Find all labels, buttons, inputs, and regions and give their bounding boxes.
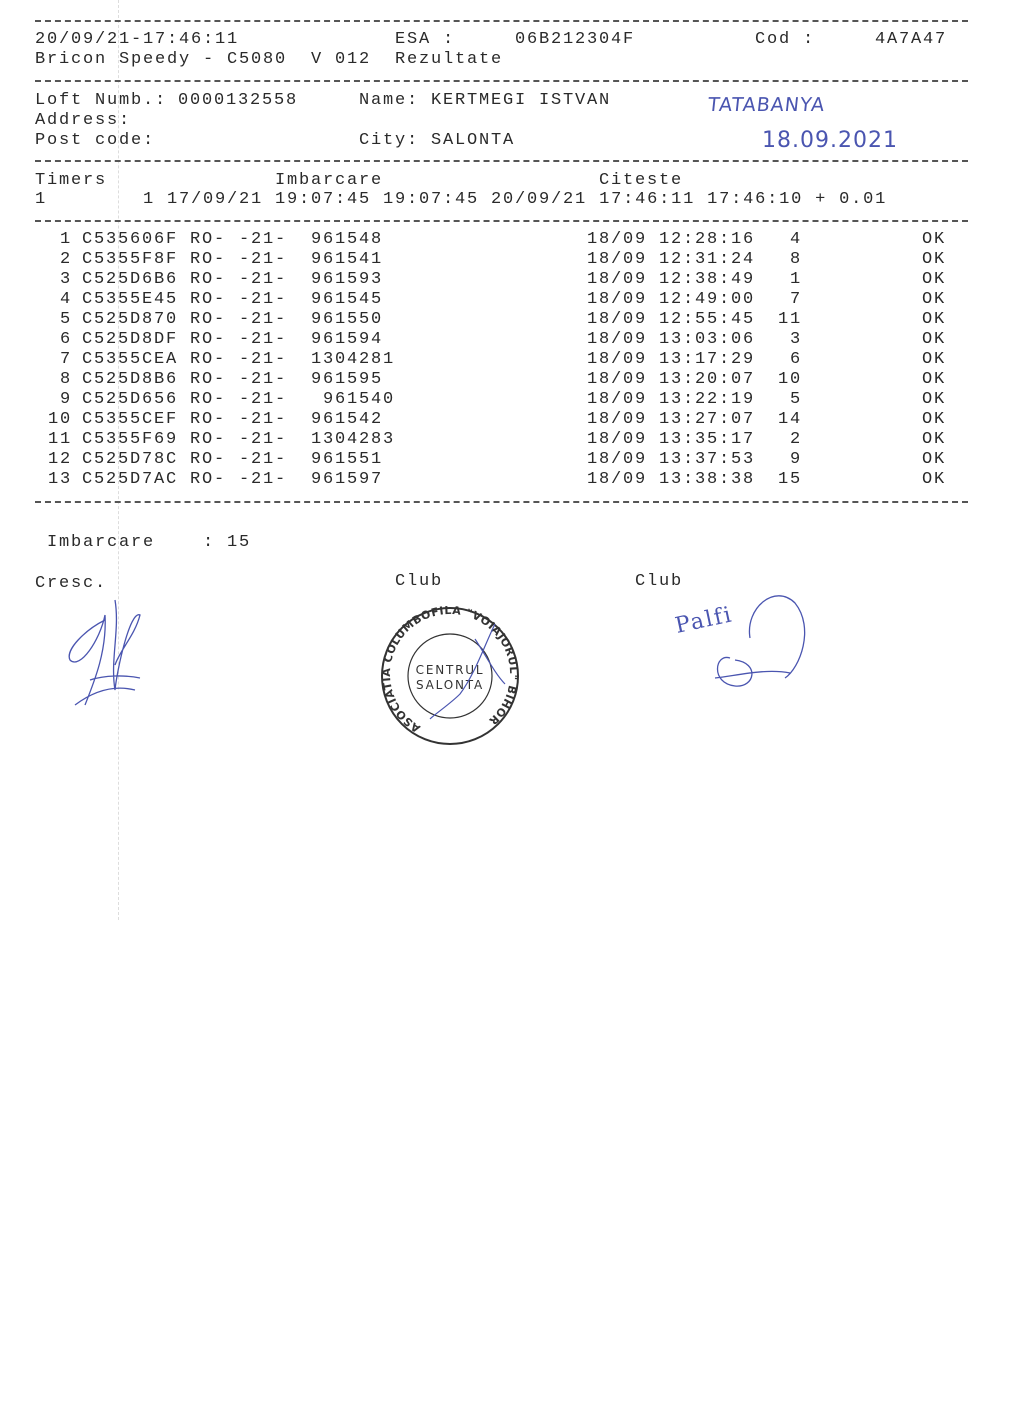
arrival-date: 18/09 [587,270,648,289]
ring-year: -21- [239,390,288,409]
timers-label: Timers [35,171,108,190]
esa-value: 06B212304F [515,30,636,49]
status: OK [922,270,947,289]
divider [35,220,968,222]
arrival-date: 18/09 [587,450,648,469]
position: 15 [777,470,802,489]
position: 8 [789,250,802,269]
ring-year: -21- [239,470,288,489]
status: OK [922,290,947,309]
timer-number: 1 [35,190,48,209]
ring-number: 961594 [311,330,384,349]
handwritten-place: TATABANYA [706,94,827,116]
position: 11 [777,310,802,329]
row-number: 10 [47,410,72,429]
report-type: Rezultate [395,50,504,69]
ring-year: -21- [239,370,288,389]
name-label: Name: [359,91,420,110]
arrival-time: 12:55:45 [659,310,756,329]
chip-code: C525D8DF [82,330,179,349]
city-label: City: [359,131,420,150]
arrival-time: 12:31:24 [659,250,756,269]
row-number: 8 [59,370,72,389]
arrival-date: 18/09 [587,430,648,449]
arrival-date: 18/09 [587,370,648,389]
chip-code: C5355CEA [82,350,179,369]
arrival-date: 18/09 [587,250,648,269]
country-code: RO- [190,470,227,489]
ring-year: -21- [239,310,288,329]
postcode-label: Post code: [35,131,156,150]
ring-number: 961542 [311,410,384,429]
chip-code: C525D8B6 [82,370,179,389]
position: 1 [789,270,802,289]
ring-number: 961597 [311,470,384,489]
chip-code: C525D656 [82,390,179,409]
chip-code: C5355F8F [82,250,179,269]
ring-year: -21- [239,450,288,469]
row-number: 9 [59,390,72,409]
club-signature [675,588,815,693]
position: 4 [789,230,802,249]
name-value: KERTMEGI ISTVAN [431,91,612,110]
position: 6 [789,350,802,369]
row-number: 11 [47,430,72,449]
arrival-date: 18/09 [587,330,648,349]
ring-number: 961550 [311,310,384,329]
ring-year: -21- [239,430,288,449]
club-stamp [380,604,520,749]
row-number: 13 [47,470,72,489]
cresc-label: Cresc. [35,574,108,593]
ring-number: 961545 [311,290,384,309]
position: 14 [777,410,802,429]
row-number: 3 [59,270,72,289]
stamp-center-2: SALONTA [416,678,484,692]
ring-year: -21- [239,230,288,249]
row-number: 6 [59,330,72,349]
status: OK [922,250,947,269]
cod-value: 4A7A47 [875,30,948,49]
country-code: RO- [190,230,227,249]
row-number: 12 [47,450,72,469]
citeste-label: Citeste [599,171,684,190]
imbarcare-total-value: : 15 [203,533,252,552]
ring-number: 961541 [311,250,384,269]
chip-code: C525D6B6 [82,270,179,289]
country-code: RO- [190,370,227,389]
row-number: 4 [59,290,72,309]
divider [35,80,968,82]
club-label-1: Club [395,572,444,591]
position: 5 [789,390,802,409]
country-code: RO- [190,430,227,449]
loft-value: 0000132558 [178,91,299,110]
ring-number: 961595 [311,370,384,389]
imbarcare-label: Imbarcare [275,171,384,190]
position: 7 [789,290,802,309]
ring-number: 961548 [311,230,384,249]
arrival-date: 18/09 [587,290,648,309]
arrival-time: 12:28:16 [659,230,756,249]
chip-code: C525D870 [82,310,179,329]
status: OK [922,310,947,329]
arrival-date: 18/09 [587,350,648,369]
chip-code: C525D78C [82,450,179,469]
row-number: 5 [59,310,72,329]
report-datetime: 20/09/21-17:46:11 [35,30,240,49]
arrival-date: 18/09 [587,230,648,249]
breeder-signature [55,590,165,720]
signature-text: Palfi [673,602,736,639]
arrival-time: 13:03:06 [659,330,756,349]
country-code: RO- [190,270,227,289]
arrival-time: 13:38:38 [659,470,756,489]
arrival-time: 13:35:17 [659,430,756,449]
country-code: RO- [190,290,227,309]
arrival-time: 13:37:53 [659,450,756,469]
arrival-date: 18/09 [587,410,648,429]
club-label-2: Club [635,572,684,591]
status: OK [922,370,947,389]
handwritten-date: 18.09.2021 [762,128,898,153]
country-code: RO- [190,350,227,369]
arrival-time: 13:17:29 [659,350,756,369]
ring-year: -21- [239,350,288,369]
status: OK [922,410,947,429]
country-code: RO- [190,390,227,409]
ring-number: 1304281 [311,350,396,369]
status: OK [922,330,947,349]
row-number: 1 [59,230,72,249]
row-number: 2 [59,250,72,269]
ring-number: 961551 [311,450,384,469]
divider [35,20,968,22]
status: OK [922,390,947,409]
divider [35,501,968,503]
status: OK [922,430,947,449]
chip-code: C525D7AC [82,470,179,489]
arrival-time: 13:27:07 [659,410,756,429]
country-code: RO- [190,450,227,469]
country-code: RO- [190,410,227,429]
chip-code: C535606F [82,230,179,249]
city-value: SALONTA [431,131,516,150]
ring-year: -21- [239,250,288,269]
chip-code: C5355E45 [82,290,179,309]
chip-code: C5355CEF [82,410,179,429]
chip-code: C5355F69 [82,430,179,449]
position: 2 [789,430,802,449]
country-code: RO- [190,310,227,329]
status: OK [922,350,947,369]
arrival-date: 18/09 [587,470,648,489]
position: 9 [789,450,802,469]
ring-year: -21- [239,410,288,429]
country-code: RO- [190,330,227,349]
arrival-date: 18/09 [587,310,648,329]
ring-number: 961593 [311,270,384,289]
ring-year: -21- [239,330,288,349]
arrival-time: 13:22:19 [659,390,756,409]
status: OK [922,450,947,469]
position: 10 [777,370,802,389]
status: OK [922,470,947,489]
arrival-date: 18/09 [587,390,648,409]
row-number: 7 [59,350,72,369]
ring-year: -21- [239,270,288,289]
ring-number: 1304283 [311,430,396,449]
timer-row: 1 17/09/21 19:07:45 19:07:45 20/09/21 17:46:11 17:46:10 + 0.01 [143,190,888,209]
ring-number: 961540 [311,390,396,409]
arrival-time: 13:20:07 [659,370,756,389]
loft-label: Loft Numb.: [35,91,168,110]
esa-label: ESA : [395,30,456,49]
country-code: RO- [190,250,227,269]
stamp-center-1: CENTRUL [415,663,485,677]
divider [35,160,968,162]
stamp-ring-text: ASOCIATIA COLUMBOFILA "VOIAJORUL" BIHOR [379,603,521,736]
position: 3 [789,330,802,349]
imbarcare-total-label: Imbarcare [47,533,156,552]
device-name: Bricon Speedy - C5080 V 012 [35,50,372,69]
arrival-time: 12:38:49 [659,270,756,289]
arrival-time: 12:49:00 [659,290,756,309]
ring-year: -21- [239,290,288,309]
address-label: Address: [35,111,132,130]
status: OK [922,230,947,249]
cod-label: Cod : [755,30,816,49]
